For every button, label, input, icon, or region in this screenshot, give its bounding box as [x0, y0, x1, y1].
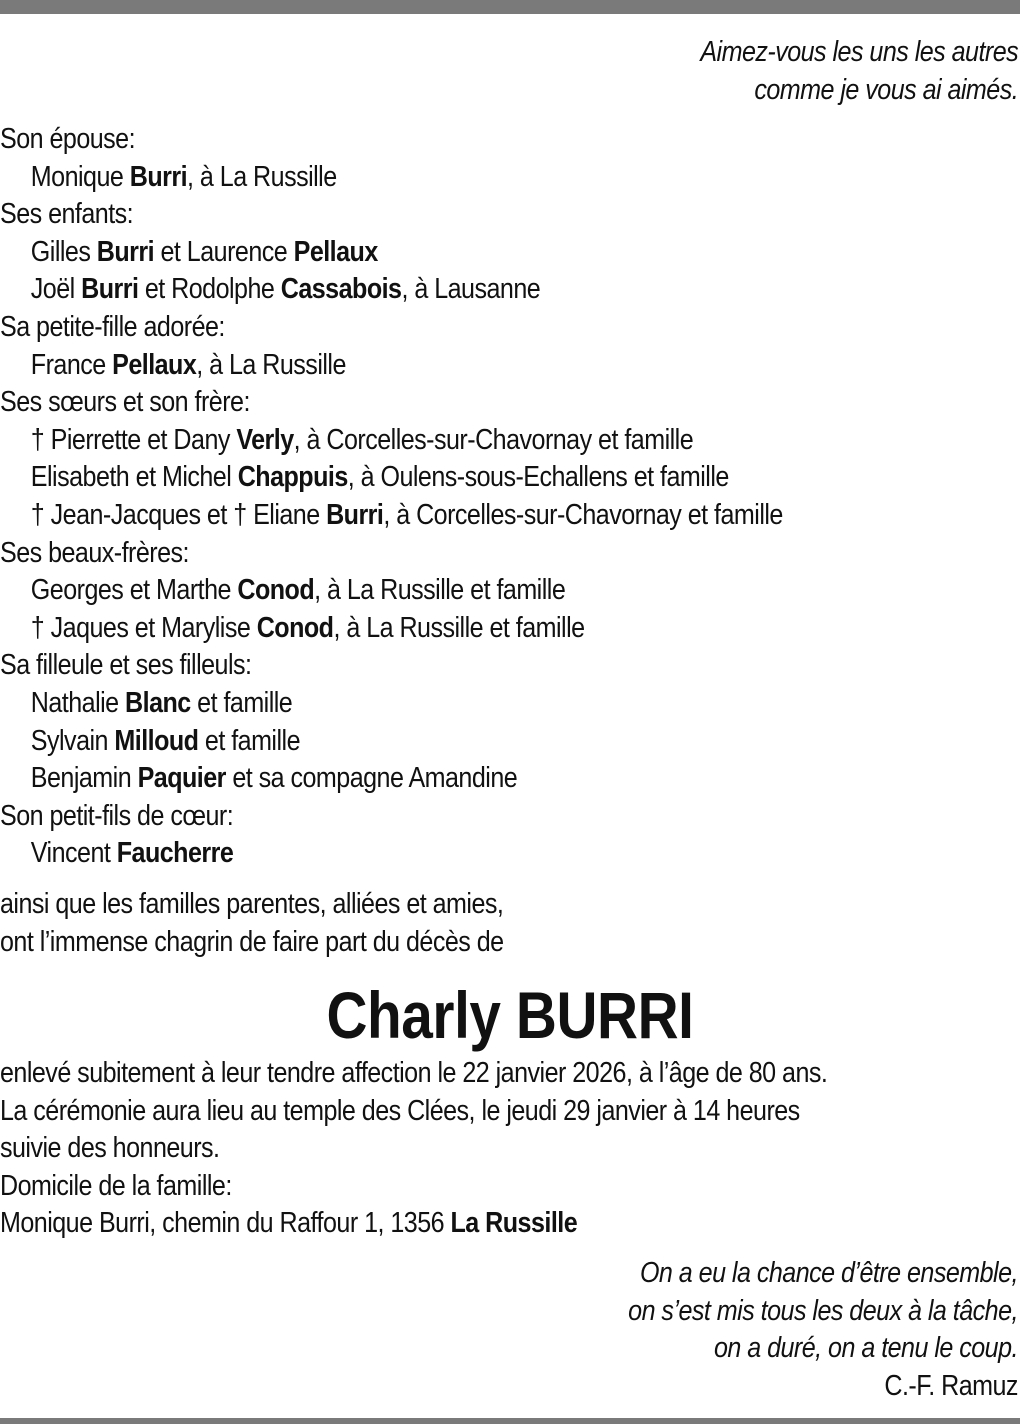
family-member: Georges et Marthe Conod, à La Russille et famille	[30, 574, 566, 607]
quote-line: On a eu la chance d’être ensemble,	[639, 1257, 1018, 1289]
relation-heading: Ses sœurs et son frère:	[0, 386, 250, 419]
family-member: Gilles Burri et Laurence Pellaux	[30, 235, 378, 268]
details-line: La cérémonie aura lieu au temple des Clées, le jeudi 29 janvier à 14 heures	[0, 1094, 800, 1127]
family-member: † Pierrette et Dany Verly, à Corcelles-sur-Chavornay et famille	[30, 423, 694, 456]
relation-heading: Sa filleule et ses filleuls:	[0, 649, 252, 682]
family-member: † Jean-Jacques et † Eliane Burri, à Corcelles-sur-Chavornay et famille	[30, 498, 783, 531]
family-member: France Pellaux, à La Russille	[30, 348, 346, 381]
quote-author: C.-F. Ramuz	[884, 1369, 1018, 1402]
epigraph	[700, 34, 1018, 109]
intro-line: ainsi que les familles parentes, alliées et amies,	[0, 888, 504, 920]
details-line: enlevé subitement à leur tendre affection le 22 janvier 2026, à l’âge de 80 ans.	[0, 1057, 828, 1089]
relation-heading: Son petit-fils de cœur:	[0, 799, 234, 832]
announcement-intro	[0, 886, 1020, 961]
details-line: suivie des honneurs.	[0, 1132, 220, 1165]
family-list	[0, 121, 1020, 873]
intro-line: ont l’immense chagrin de faire part du décès de	[0, 925, 504, 958]
quote-line: on a duré, on a tenu le coup.	[713, 1332, 1018, 1365]
relation-heading: Sa petite-fille adorée:	[0, 310, 225, 343]
family-member: Joël Burri et Rodolphe Cassabois, à Lausanne	[30, 273, 541, 306]
epigraph-line: Aimez-vous les uns les autres	[700, 36, 1018, 68]
family-member: Elisabeth et Michel Chappuis, à Oulens-sous-Echallens et famille	[30, 461, 729, 494]
epigraph-line: comme je vous ai aimés.	[754, 73, 1018, 106]
deceased-name: Charly BURRI	[326, 978, 694, 1052]
family-address: Monique Burri, chemin du Raffour 1, 1356 La Russille	[0, 1207, 578, 1240]
closing-quote	[628, 1255, 1018, 1405]
relation-heading: Ses beaux-frères:	[0, 536, 189, 569]
ceremony-details	[0, 1055, 1020, 1243]
family-member: † Jaques et Marylise Conod, à La Russille et famille	[30, 611, 585, 644]
family-member: Monique Burri, à La Russille	[30, 160, 337, 193]
quote-line: on s’est mis tous les deux à la tâche,	[628, 1294, 1018, 1327]
family-member: Vincent Faucherre	[30, 837, 234, 870]
relation-heading: Son épouse:	[0, 123, 136, 155]
family-member: Nathalie Blanc et famille	[30, 686, 293, 719]
bottom-rule	[0, 1418, 1020, 1424]
family-member: Benjamin Paquier et sa compagne Amandine	[30, 762, 518, 795]
details-line: Domicile de la famille:	[0, 1169, 232, 1202]
relation-heading: Ses enfants:	[0, 198, 134, 231]
family-member: Sylvain Milloud et famille	[30, 724, 300, 757]
